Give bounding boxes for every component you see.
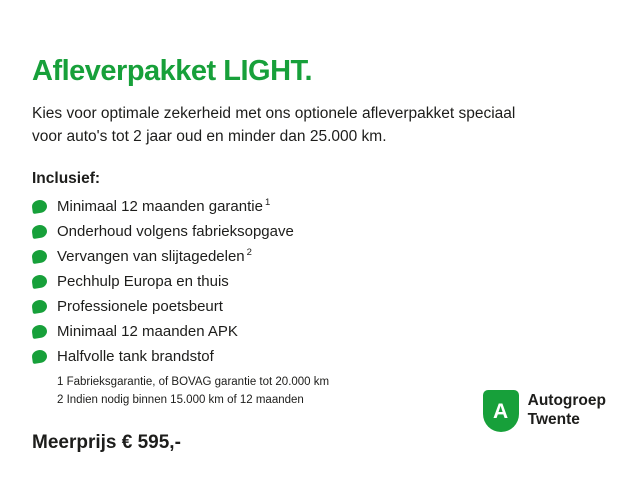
includes-label: Inclusief: (32, 170, 101, 188)
price-text: Meerprijs € 595,- (32, 432, 181, 454)
footnote-1: 1 Fabrieksgarantie, of BOVAG garantie tot 20.000 km (57, 376, 330, 389)
page-title: Afleverpakket LIGHT. (32, 55, 313, 87)
feature-text: Minimaal 12 maanden APK (57, 323, 238, 341)
logo-line-1: Autogroep (527, 392, 606, 410)
leaf-bullet-icon (31, 249, 48, 264)
list-item (32, 223, 608, 239)
feature-text: Halfvolle tank brandstof (57, 348, 214, 366)
footnote-marker: 1 (264, 197, 271, 209)
feature-text: Onderhoud volgens fabrieksopgave (57, 223, 294, 241)
list-item (32, 348, 608, 364)
list-item (32, 248, 608, 264)
shield-icon (483, 390, 519, 432)
feature-text: Minimaal 12 maanden garantie $^1$ (57, 197, 271, 216)
leaf-bullet-icon (31, 324, 48, 339)
leaf-bullet-icon (31, 224, 48, 239)
leaf-bullet-icon (31, 349, 48, 364)
list-item (32, 298, 608, 314)
feature-text: Vervangen van slijtagedelen $^2$ (57, 247, 252, 266)
feature-text: Professionele poetsbeurt (57, 298, 223, 316)
leaf-bullet-icon (31, 199, 48, 214)
brand-logo (483, 390, 606, 432)
logo-letter: A (493, 399, 509, 423)
feature-text: Pechhulp Europa en thuis (57, 273, 229, 291)
logo-wordmark (528, 392, 606, 430)
list-item (32, 323, 608, 339)
logo-line-2: Twente (527, 411, 580, 428)
list-item (32, 198, 608, 214)
leaf-bullet-icon (31, 299, 48, 314)
features-list (32, 198, 608, 364)
intro-paragraph: Kies voor optimale zekerheid met ons optionele afleverpakket speciaal voor auto's tot 2 jaar oud en minder dan 25.000 km. (32, 104, 516, 146)
leaf-bullet-icon (31, 274, 48, 289)
list-item (32, 273, 608, 289)
footnote-marker: 2 (246, 247, 252, 259)
footnote-2: 2 Indien nodig binnen 15.000 km of 12 maanden (57, 394, 304, 407)
